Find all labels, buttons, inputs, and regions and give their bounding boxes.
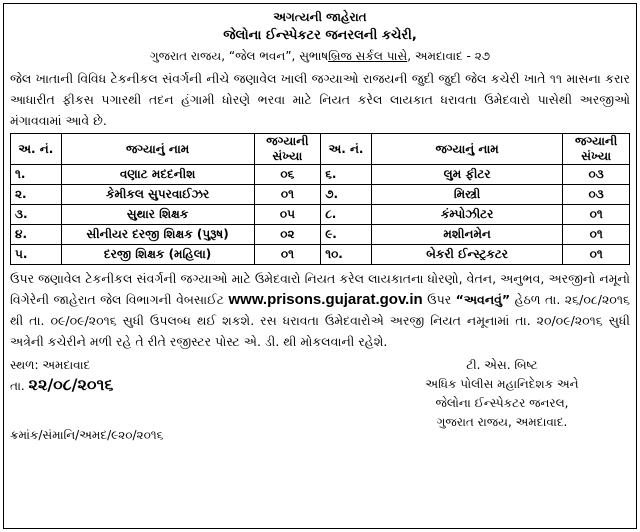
row-no-left: ૪. xyxy=(11,225,62,245)
date-line xyxy=(10,375,163,396)
notice-document xyxy=(3,3,637,529)
table-body xyxy=(11,165,630,265)
row-name-right: બેકરી ઈન્સ્ટ્રકટર xyxy=(371,245,562,265)
table-row xyxy=(11,225,630,245)
details-text-2: ઉપર xyxy=(427,292,452,307)
row-name-left: વણાટ મદદનીશ xyxy=(61,165,254,185)
row-count-left: ૦૫ xyxy=(254,205,321,225)
row-name-left: સીનીયર દરજી શિક્ષક (પુરૂષ) xyxy=(61,225,254,245)
details-text-1: ઉપર જણાવેલ ટેકનીકલ સંવર્ગની જગ્યાઓ માટે ઉમેદવારો નિયત કરેલ લાયકાતના ધોરણો, વેતન, અનુભવ, અરજીનો નમૂનો વિગેરેની જાહેરાત જેલ વિભાગની વેબસાઈટ xyxy=(10,271,630,307)
website-url: www.prisons.gujarat.gov.in xyxy=(228,291,423,308)
designation-line-1: અધિક પોલીસ મહાનિદેશક અને xyxy=(425,377,579,391)
row-count-left: ૦૨ xyxy=(254,225,321,245)
details-text-3: હેઠળ તા. ૨૬/૦૮/૨૦૧૬ થી તા. ૦૯/૦૯/૨૦૧૬ સુધી ઉપલબ્ધ થઈ શકશે. રસ ધરાવતા ઉમેદવારોએ અરજી નિયત નમૂનામાં તા. ૨૦/૦૯/૨૦૧૬ સુધી અત્રેની કચેરીને મળી રહે તે રીતે રજીસ્ટર પોસ્ટ એ. ડી. થી મોકલવાની રહેશે. xyxy=(10,292,630,349)
row-count-left: ૦૧ xyxy=(254,245,321,265)
row-count-left: ૦૬ xyxy=(254,165,321,185)
address-part-2: બ્રિજ સર્કલ પાસે xyxy=(328,49,408,63)
header-no-right: અ. નં. xyxy=(321,134,372,165)
header-name-left: જગ્યાનું નામ xyxy=(61,134,254,165)
designation-line-2: જેલોના ઈન્સ્પેકટર જનરલ, xyxy=(435,396,569,410)
section-name: “અવનવું” xyxy=(455,292,511,307)
row-name-right: મશીનમેન xyxy=(371,225,562,245)
header-name-right: જગ્યાનું નામ xyxy=(371,134,562,165)
signature-block xyxy=(392,356,612,432)
place-line: સ્થળ: અમદાવાદ xyxy=(10,358,91,372)
row-name-right: કંમ્પોઝીટર xyxy=(371,205,562,225)
row-name-right: મિસ્ત્રી xyxy=(371,185,562,205)
row-no-right: ૮. xyxy=(321,205,372,225)
table-row xyxy=(11,165,630,185)
row-name-left: કેમીકલ સુપરવાઈઝર xyxy=(61,185,254,205)
row-count-right: ૦૧ xyxy=(563,245,630,265)
row-no-left: ૨. xyxy=(11,185,62,205)
row-no-right: ૧૦. xyxy=(321,245,372,265)
row-no-left: ૫. xyxy=(11,245,62,265)
table-header-row xyxy=(11,134,630,165)
row-name-left: સુથાર શિક્ષક xyxy=(61,205,254,225)
office-address xyxy=(10,46,630,66)
address-part-1: ગુજરાત રાજય, “જેલ ભવન”, સુભાષ xyxy=(149,49,329,63)
table-row xyxy=(11,205,630,225)
row-no-right: ૭. xyxy=(321,185,372,205)
date-value: ૨૨/૦૮/૨૦૧૬ xyxy=(28,375,114,394)
header-count-right: જગ્યાની સંખ્યા xyxy=(563,134,630,165)
order-number: ક્રમાંક/સંમાનિ/અમદ/૯૨૦/૨૦૧૬ xyxy=(10,428,164,442)
row-count-right: ૦૩ xyxy=(563,165,630,185)
address-part-3: , અમદાવાદ - ૨૭ xyxy=(407,49,491,63)
signatory-name: ટી. એસ. બિષ્ટ xyxy=(466,358,538,372)
office-name: જેલોના ઈન્સ્પેકટર જનરલની કચેરી, xyxy=(223,28,417,43)
vacancy-table xyxy=(10,133,630,265)
row-count-right: ૦૧ xyxy=(563,205,630,225)
header-no-left: અ. નં. xyxy=(11,134,62,165)
row-no-left: ૩. xyxy=(11,205,62,225)
header-count-left: જગ્યાની સંખ્યા xyxy=(254,134,321,165)
table-row xyxy=(11,245,630,265)
notice-title: અગત્યની જાહેરાત xyxy=(273,10,367,24)
row-name-left: દરજી શિક્ષક (મહિલા) xyxy=(61,245,254,265)
row-no-left: ૧. xyxy=(11,165,62,185)
row-count-right: ૦૧ xyxy=(563,225,630,245)
footer-left xyxy=(10,356,163,445)
row-name-right: લુમ ફીટર xyxy=(371,165,562,185)
details-paragraph xyxy=(10,268,630,352)
intro-paragraph: જેલ ખાતાની વિવિધ ટેકનીકલ સંવર્ગની નીચે જણાવેલ ખાલી જગ્યાઓ રાજયની જુદી જુદી જેલ કચેરી ખાતે ૧૧ માસના કરાર આધારીત ફીકસ પગારથી તદન હંગામી ધોરણે ભરવા માટે નિયત કરેલ લાયકાત ધરાવતા ઉમેદવારો પાસેથી અરજીઓ મંગાવવામાં આવે છે. xyxy=(10,71,630,128)
date-label: તા. xyxy=(10,379,25,393)
designation-line-3: ગુજરાત રાજય, અમદાવાદ. xyxy=(436,415,568,429)
table-row xyxy=(11,185,630,205)
row-count-left: ૦૧ xyxy=(254,185,321,205)
row-no-right: ૬. xyxy=(321,165,372,185)
row-count-right: ૦૩ xyxy=(563,185,630,205)
row-no-right: ૯. xyxy=(321,225,372,245)
